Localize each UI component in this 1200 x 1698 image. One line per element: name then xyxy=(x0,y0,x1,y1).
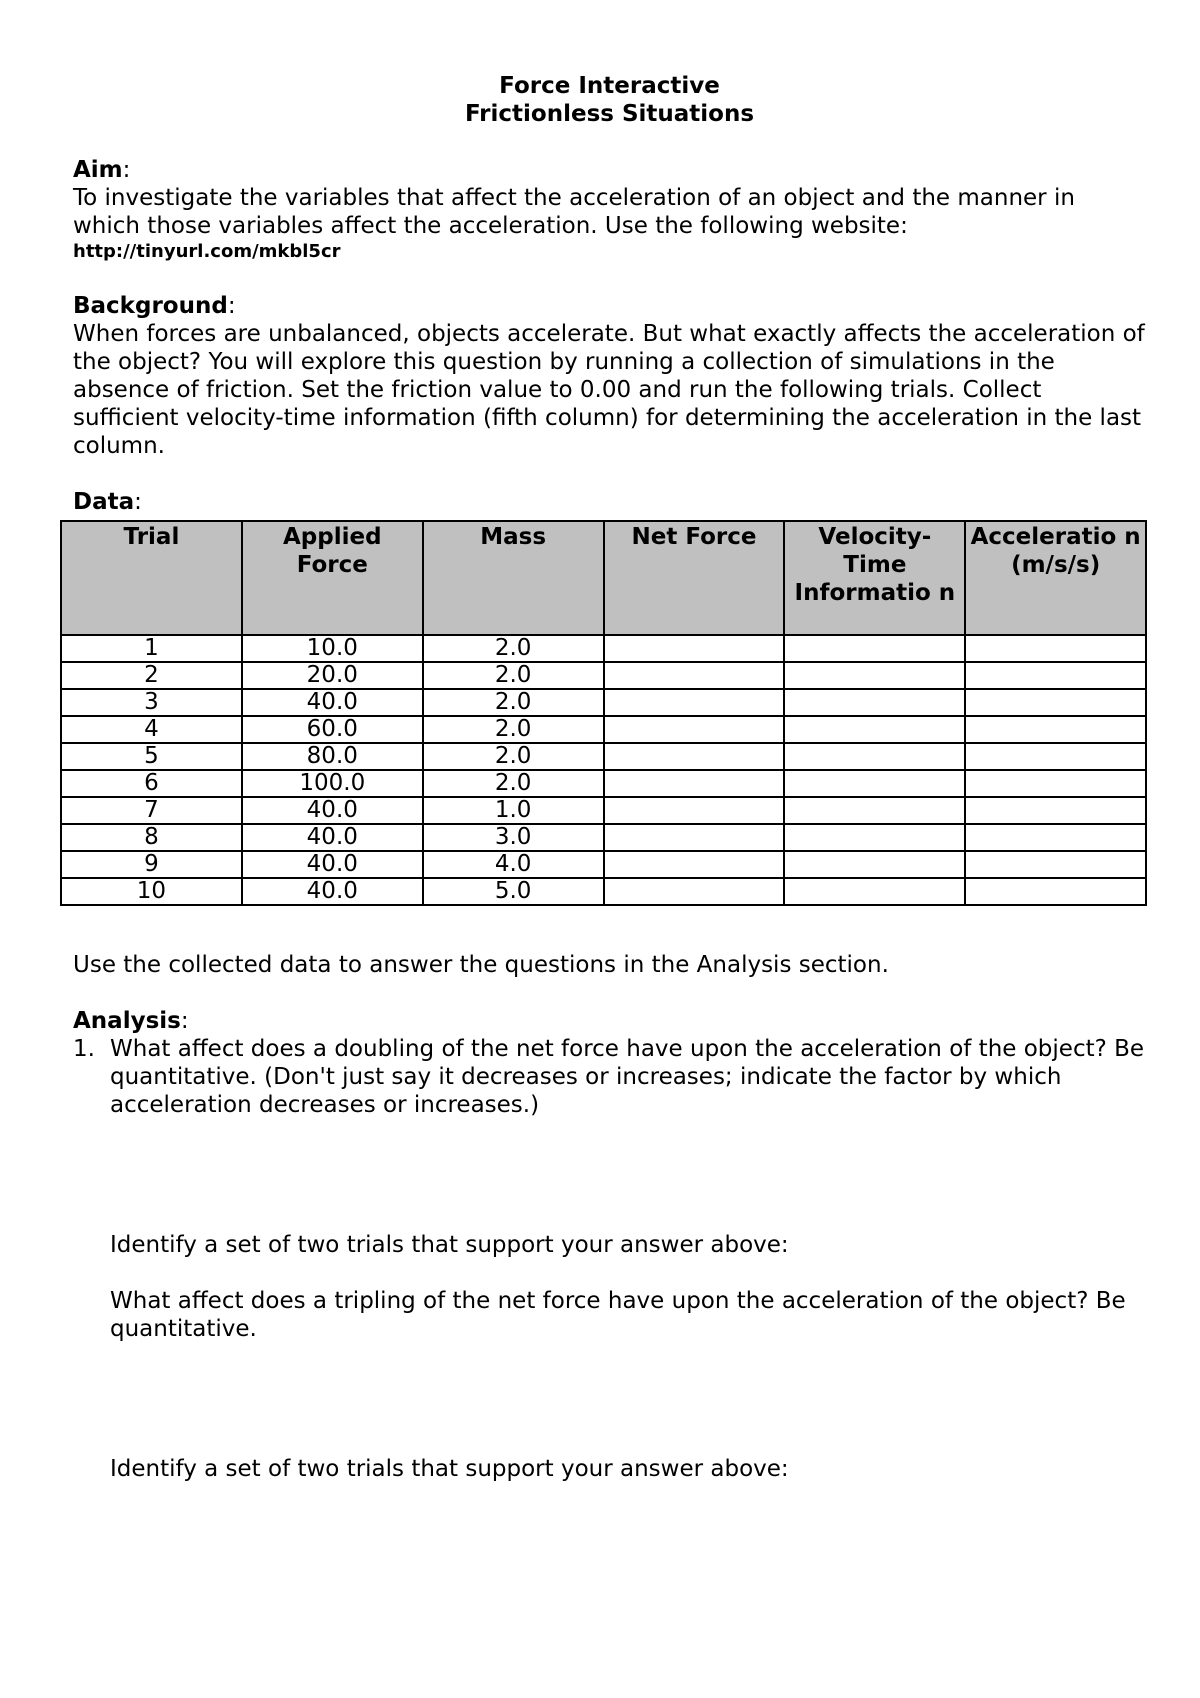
background-text: When forces are unbalanced, objects accelerate. But what exactly affects the acceleration of the object? You will explore this question by running a collection of simulations in the absence of friction. Set the friction value to 0.00 and run the following trials. Collect sufficient velocity-time information (fifth column) for determining the acceleration in the last column. xyxy=(73,321,1145,459)
table-row xyxy=(61,635,1146,662)
cell-velocity-time[interactable] xyxy=(784,743,965,770)
col-header-trial: Trial xyxy=(61,521,242,635)
cell-mass: 5.0 xyxy=(423,878,604,905)
cell-applied-force: 20.0 xyxy=(242,662,423,689)
cell-velocity-time[interactable] xyxy=(784,824,965,851)
cell-acceleration[interactable] xyxy=(965,635,1146,662)
cell-trial: 7 xyxy=(61,797,242,824)
cell-mass: 2.0 xyxy=(423,662,604,689)
cell-trial: 10 xyxy=(61,878,242,905)
cell-net-force[interactable] xyxy=(604,689,785,716)
data-table xyxy=(60,520,1147,906)
cell-mass: 1.0 xyxy=(423,797,604,824)
cell-trial: 6 xyxy=(61,770,242,797)
cell-acceleration[interactable] xyxy=(965,824,1146,851)
cell-mass: 2.0 xyxy=(423,743,604,770)
data-heading: Data: xyxy=(73,489,142,515)
cell-acceleration[interactable] xyxy=(965,770,1146,797)
identify-trials-1: Identify a set of two trials that support your answer above: xyxy=(110,1232,789,1258)
cell-acceleration[interactable] xyxy=(965,716,1146,743)
cell-mass: 4.0 xyxy=(423,851,604,878)
cell-acceleration[interactable] xyxy=(965,743,1146,770)
background-heading: Background: xyxy=(73,293,236,319)
cell-trial: 4 xyxy=(61,716,242,743)
table-row xyxy=(61,662,1146,689)
table-row xyxy=(61,689,1146,716)
cell-trial: 8 xyxy=(61,824,242,851)
cell-net-force[interactable] xyxy=(604,662,785,689)
cell-net-force[interactable] xyxy=(604,824,785,851)
cell-acceleration[interactable] xyxy=(965,851,1146,878)
cell-net-force[interactable] xyxy=(604,851,785,878)
question-1-text: What affect does a doubling of the net force have upon the acceleration of the object? Be quantitative. (Don't just say it decreases or increases; indicate the factor by which acceleration decreases or increases.) xyxy=(110,1036,1145,1118)
table-row xyxy=(61,851,1146,878)
instruction-text: Use the collected data to answer the questions in the Analysis section. xyxy=(73,952,889,978)
question-number: 1. xyxy=(73,1036,95,1062)
cell-mass: 2.0 xyxy=(423,635,604,662)
identify-trials-2: Identify a set of two trials that support your answer above: xyxy=(110,1456,789,1482)
page-subtitle: Frictionless Situations xyxy=(464,101,755,127)
cell-applied-force: 40.0 xyxy=(242,851,423,878)
cell-mass: 2.0 xyxy=(423,716,604,743)
table-row xyxy=(61,716,1146,743)
cell-velocity-time[interactable] xyxy=(784,635,965,662)
cell-mass: 2.0 xyxy=(423,770,604,797)
cell-net-force[interactable] xyxy=(604,878,785,905)
cell-acceleration[interactable] xyxy=(965,689,1146,716)
col-header-velocity-time: Velocity-Time Informatio n xyxy=(784,521,965,635)
cell-net-force[interactable] xyxy=(604,716,785,743)
analysis-heading: Analysis: xyxy=(73,1008,189,1034)
question-2-text: What affect does a tripling of the net force have upon the acceleration of the object? Be quantitative. xyxy=(110,1288,1126,1342)
page-title: Force Interactive xyxy=(499,73,720,99)
col-header-mass: Mass xyxy=(423,521,604,635)
cell-net-force[interactable] xyxy=(604,743,785,770)
col-header-applied-force: Applied Force xyxy=(242,521,423,635)
cell-trial: 3 xyxy=(61,689,242,716)
cell-trial: 1 xyxy=(61,635,242,662)
analysis-section xyxy=(73,951,1146,1483)
cell-acceleration[interactable] xyxy=(965,662,1146,689)
cell-trial: 9 xyxy=(61,851,242,878)
cell-applied-force: 40.0 xyxy=(242,878,423,905)
cell-velocity-time[interactable] xyxy=(784,797,965,824)
cell-acceleration[interactable] xyxy=(965,878,1146,905)
cell-applied-force: 40.0 xyxy=(242,797,423,824)
cell-trial: 2 xyxy=(61,662,242,689)
cell-net-force[interactable] xyxy=(604,797,785,824)
cell-applied-force: 10.0 xyxy=(242,635,423,662)
cell-applied-force: 80.0 xyxy=(242,743,423,770)
cell-net-force[interactable] xyxy=(604,635,785,662)
cell-applied-force: 100.0 xyxy=(242,770,423,797)
cell-applied-force: 40.0 xyxy=(242,824,423,851)
question-1 xyxy=(73,1035,1146,1119)
table-row xyxy=(61,824,1146,851)
cell-trial: 5 xyxy=(61,743,242,770)
cell-velocity-time[interactable] xyxy=(784,770,965,797)
cell-velocity-time[interactable] xyxy=(784,662,965,689)
table-header-row xyxy=(61,521,1146,635)
table-row xyxy=(61,797,1146,824)
cell-velocity-time[interactable] xyxy=(784,689,965,716)
cell-velocity-time[interactable] xyxy=(784,716,965,743)
cell-mass: 2.0 xyxy=(423,689,604,716)
table-row xyxy=(61,770,1146,797)
table-row xyxy=(61,743,1146,770)
cell-net-force[interactable] xyxy=(604,770,785,797)
aim-text: To investigate the variables that affect the acceleration of an object and the manner in which those variables affect the acceleration. Use the following website: xyxy=(73,185,1075,239)
cell-acceleration[interactable] xyxy=(965,797,1146,824)
website-link[interactable]: http://tinyurl.com/mkbl5cr xyxy=(73,241,341,262)
cell-applied-force: 40.0 xyxy=(242,689,423,716)
cell-mass: 3.0 xyxy=(423,824,604,851)
table-row xyxy=(61,878,1146,905)
worksheet xyxy=(73,72,1146,516)
aim-heading: Aim: xyxy=(73,157,131,183)
cell-velocity-time[interactable] xyxy=(784,851,965,878)
cell-velocity-time[interactable] xyxy=(784,878,965,905)
col-header-net-force: Net Force xyxy=(604,521,785,635)
col-header-acceleration: Acceleratio n (m/s/s) xyxy=(965,521,1146,635)
cell-applied-force: 60.0 xyxy=(242,716,423,743)
